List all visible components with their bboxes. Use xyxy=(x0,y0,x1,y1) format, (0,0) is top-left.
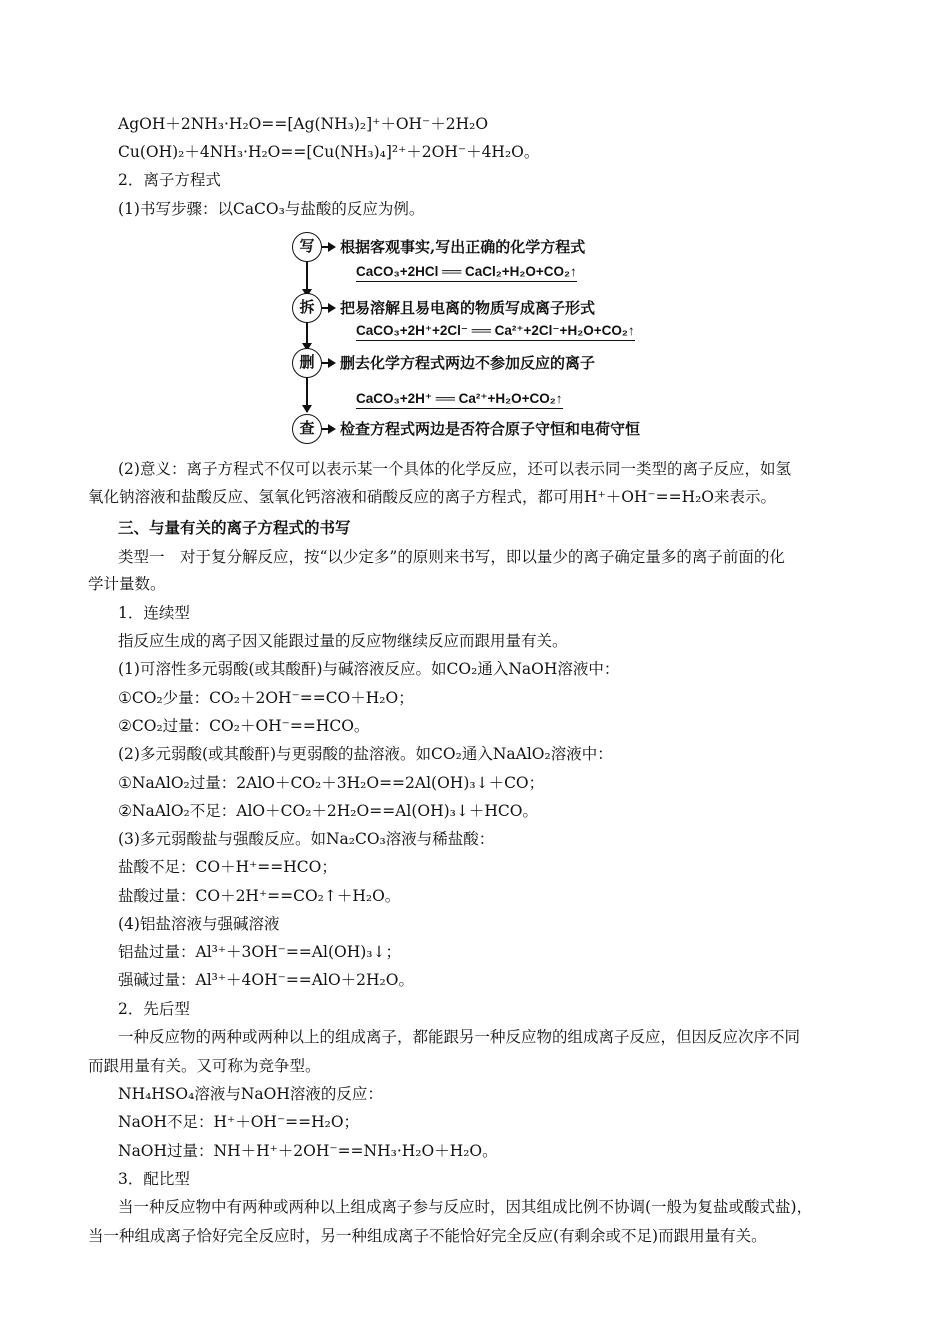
equation-full-ionic: CaCO₃+2H⁺+2Cl⁻ ══ Ca²⁺+2Cl⁻+H₂O+CO₂↑ xyxy=(356,322,635,341)
text-line: 学计量数。 xyxy=(88,575,166,593)
equation-net-ionic: CaCO₃+2H⁺ ══ Ca²⁺+H₂O+CO₂↑ xyxy=(356,390,563,409)
section-heading-ionic-equation: 2．离子方程式 xyxy=(118,171,221,189)
text-line: ①NaAlO₂过量：2AlO＋CO₂＋3H₂O==2Al(OH)₃↓＋CO； xyxy=(118,774,545,792)
text-line: 盐酸过量：CO＋2H⁺==CO₂↑＋H₂O。 xyxy=(118,887,401,905)
right-arrow-icon xyxy=(328,358,336,368)
text-line: 当一种反应物中有两种或两种以上组成离子参与反应时，因其组成比例不协调(一般为复盐或酸式盐)， xyxy=(118,1198,813,1216)
text-line: 一种反应物的两种或两种以上的组成离子，都能跟另一种反应物的组成离子反应，但因反应次序不同 xyxy=(118,1028,801,1046)
down-arrow-icon xyxy=(302,405,312,413)
step-circle-write: 写 xyxy=(292,232,322,262)
text-line: 2．先后型 xyxy=(118,1000,190,1018)
text-line: (4)铝盐溶液与强碱溶液 xyxy=(118,915,280,933)
text-line: 类型一 对于复分解反应，按“以少定多”的原则来书写，即以量少的离子确定量多的离子前面的化 xyxy=(118,548,785,566)
text-line: (3)多元弱酸盐与强酸反应。如Na₂CO₃溶液与稀盐酸： xyxy=(118,830,495,848)
text-line: 当一种组成离子恰好完全反应时，另一种组成离子不能恰好完全反应(有剩余或不足)而跟用量有关。 xyxy=(88,1227,767,1245)
step-text-delete: 删去化学方程式两边不参加反应的离子 xyxy=(340,354,596,372)
text-line: (1)可溶性多元弱酸(或其酸酐)与碱溶液反应。如CO₂通入NaOH溶液中： xyxy=(118,660,620,678)
right-arrow-icon xyxy=(328,242,336,252)
step-text-split: 把易溶解且易电离的物质写成离子形式 xyxy=(340,299,596,317)
text-line: (2)多元弱酸(或其酸酐)与更弱酸的盐溶液。如CO₂通入NaAlO₂溶液中： xyxy=(118,745,613,763)
text-line: 1．连续型 xyxy=(118,604,190,622)
section-heading: 三、与量有关的离子方程式的书写 xyxy=(118,518,351,537)
writing-steps-intro: (1)书写步骤：以CaCO₃与盐酸的反应为例。 xyxy=(118,200,425,218)
equation-molecular: CaCO₃+2HCl ══ CaCl₂+H₂O+CO₂↑ xyxy=(356,263,577,282)
text-line: 指反应生成的离子因又能跟过量的反应物继续反应而跟用量有关。 xyxy=(118,632,568,650)
text-line: ②CO₂过量：CO₂＋OH⁻==HCO。 xyxy=(118,717,370,735)
text-line: 3．配比型 xyxy=(118,1170,190,1188)
text-line: ①CO₂少量：CO₂＋2OH⁻==CO＋H₂O； xyxy=(118,689,414,707)
step-circle-delete: 删 xyxy=(292,348,322,378)
ionic-equation-steps-diagram xyxy=(292,232,692,444)
text-line: 盐酸不足：CO＋H⁺==HCO； xyxy=(118,858,337,876)
step-text-check: 检查方程式两边是否符合原子守恒和电荷守恒 xyxy=(340,420,641,438)
text-line: 强碱过量：Al³⁺＋4OH⁻==AlO＋2H₂O。 xyxy=(118,971,414,989)
right-arrow-icon xyxy=(328,303,336,313)
step-circle-check: 查 xyxy=(292,414,322,444)
text-line: NH₄HSO₄溶液与NaOH溶液的反应： xyxy=(118,1085,383,1103)
text-line: NaOH过量：NH＋H⁺＋2OH⁻==NH₃·H₂O＋H₂O。 xyxy=(118,1142,498,1160)
text-line: 而跟用量有关。又可称为竞争型。 xyxy=(88,1057,321,1075)
step-circle-split: 拆 xyxy=(292,293,322,323)
right-arrow-icon xyxy=(328,424,336,434)
text-line: (2)意义：离子方程式不仅可以表示某一个具体的化学反应，还可以表示同一类型的离子反应，如氢 xyxy=(118,460,791,478)
equation-line-cuoh: Cu(OH)₂＋4NH₃·H₂O==[Cu(NH₃)₄]²⁺＋2OH⁻＋4H₂O。 xyxy=(118,143,540,161)
text-line: 氧化钠溶液和盐酸反应、氢氧化钙溶液和硝酸反应的离子方程式，都可用H⁺＋OH⁻==H₂O来表示。 xyxy=(88,488,777,506)
text-line: ②NaAlO₂不足：AlO＋CO₂＋2H₂O==Al(OH)₃↓＋HCO。 xyxy=(118,802,538,820)
text-line: NaOH不足：H⁺＋OH⁻==H₂O； xyxy=(118,1113,360,1131)
text-line: 铝盐过量：Al³⁺＋3OH⁻==Al(OH)₃↓； xyxy=(118,943,401,961)
equation-line-agoh: AgOH＋2NH₃·H₂O==[Ag(NH₃)₂]⁺＋OH⁻＋2H₂O xyxy=(118,115,489,133)
step-text-write: 根据客观事实,写出正确的化学方程式 xyxy=(340,238,586,256)
